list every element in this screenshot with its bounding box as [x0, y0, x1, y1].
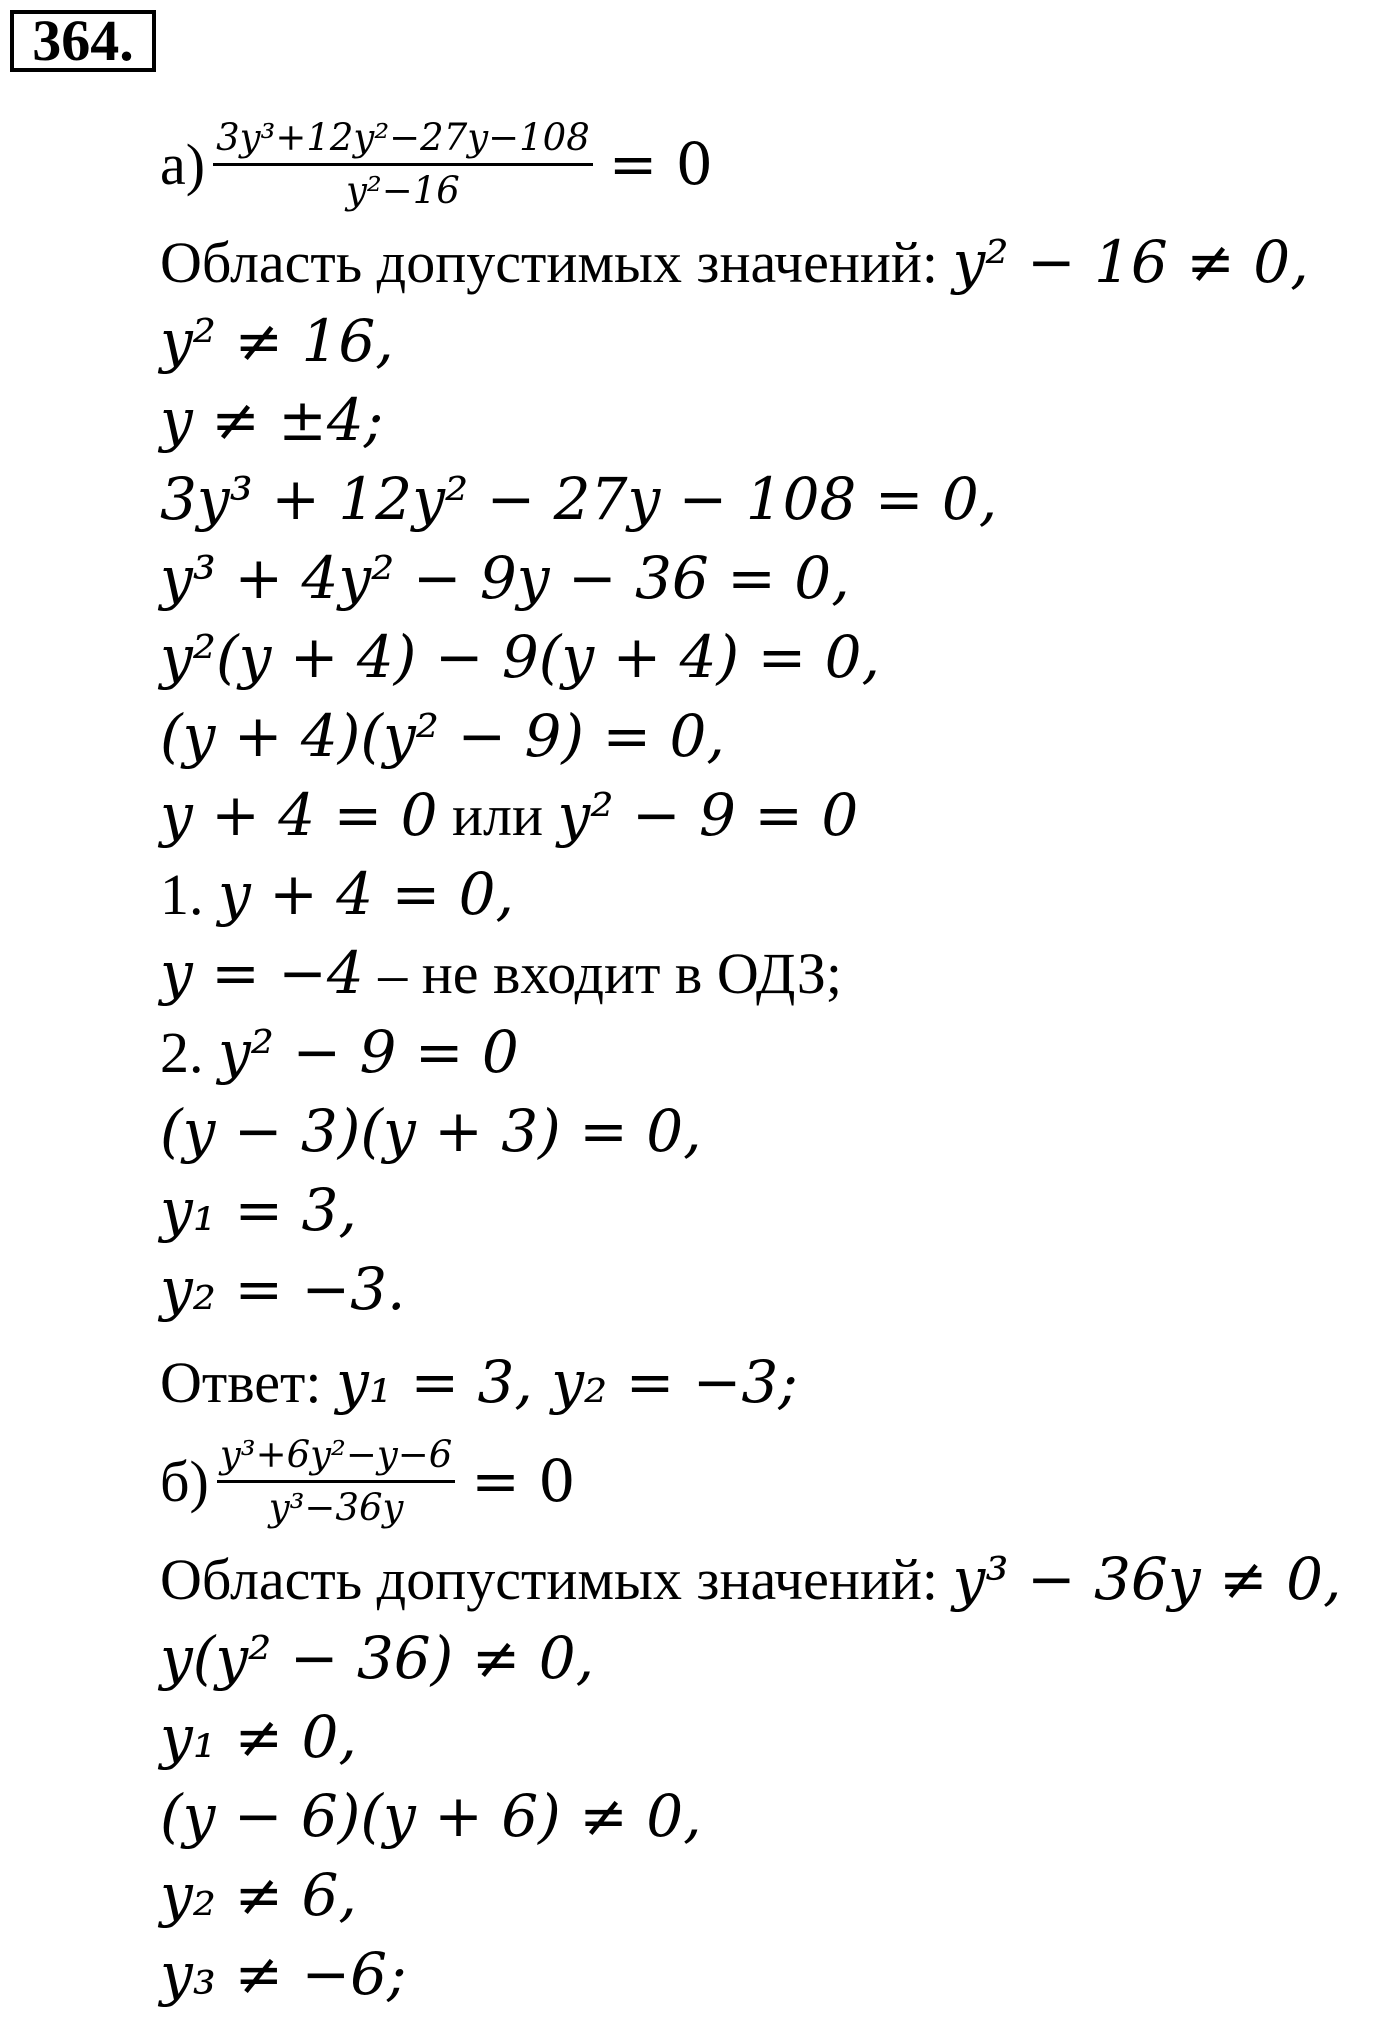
odz-line [160, 223, 1390, 302]
odz-line [160, 1540, 1390, 1619]
solution-step: y₃ ≠ −6; [160, 1940, 407, 2008]
solution-step: (y − 3)(y + 3) = 0, [160, 1097, 702, 1165]
case-1-line [160, 855, 1390, 934]
case-1-result: y = −4 [160, 939, 364, 1007]
solution-step: y ≠ ±4; [160, 386, 384, 454]
case-left: y + 4 = 0 [160, 781, 438, 849]
fraction-numerator: y³+6y²−y−6 [217, 1433, 455, 1483]
solution-step: y³ + 4y² − 9y − 36 = 0, [160, 544, 850, 612]
problem-number: 364. [10, 10, 156, 72]
odz-expression: y³ − 36y ≠ 0, [952, 1545, 1342, 1613]
case-2-number: 2. [160, 1020, 204, 1085]
or-word: или [452, 783, 544, 848]
solution-step: y₁ = 3, [160, 1176, 357, 1244]
case-2-expression: y² − 9 = 0 [218, 1018, 519, 1086]
case-1-expression: y + 4 = 0, [218, 860, 514, 928]
solution-step: y₂ = −3. [160, 1255, 406, 1323]
answer-expression: y₁ = 3, y₂ = −3; [335, 1348, 798, 1416]
solution-step: y₁ ≠ 0, [160, 1703, 357, 1771]
fraction [213, 116, 593, 213]
odz-expression: y² − 16 ≠ 0, [952, 228, 1309, 296]
answer-label: Ответ: [160, 1350, 322, 1415]
fraction-denominator: y³−36y [268, 1485, 404, 1529]
answer-line [160, 1343, 1390, 1422]
solution-step: (y + 4)(y² − 9) = 0, [160, 702, 725, 770]
equation-rhs: = 0 [471, 1447, 576, 1515]
equation-rhs: = 0 [608, 130, 713, 198]
solution-step: y(y² − 36) ≠ 0, [160, 1624, 595, 1692]
case-right: y² − 9 = 0 [557, 781, 859, 849]
part-b-label: б) [160, 1448, 209, 1514]
fraction-numerator: 3y³+12y²−27y−108 [213, 116, 593, 166]
solution-step: y²(y + 4) − 9(y + 4) = 0, [160, 623, 880, 691]
part-a-label: а) [160, 131, 206, 197]
part-a-equation [160, 105, 1390, 223]
solution-step: y² ≠ 16, [160, 307, 394, 375]
case-1-number: 1. [160, 862, 204, 927]
solution-step: y₂ ≠ 6, [160, 1861, 357, 1929]
odz-label: Область допустимых значений: [160, 1547, 939, 1612]
fraction [217, 1433, 455, 1530]
case-2-line [160, 1013, 1390, 1092]
cases-line [160, 776, 1390, 855]
fraction-denominator: y²−16 [346, 168, 460, 212]
solution-step: (y − 6)(y + 6) ≠ 0, [160, 1782, 702, 1850]
case-1-result-line [160, 934, 1390, 1013]
part-b-equation [160, 1422, 1390, 1540]
solution-step: 3y³ + 12y² − 27y − 108 = 0, [160, 465, 998, 533]
solution-text [160, 105, 1390, 2014]
odz-label: Область допустимых значений: [160, 230, 939, 295]
case-1-note: – не входит в ОДЗ; [378, 941, 842, 1006]
